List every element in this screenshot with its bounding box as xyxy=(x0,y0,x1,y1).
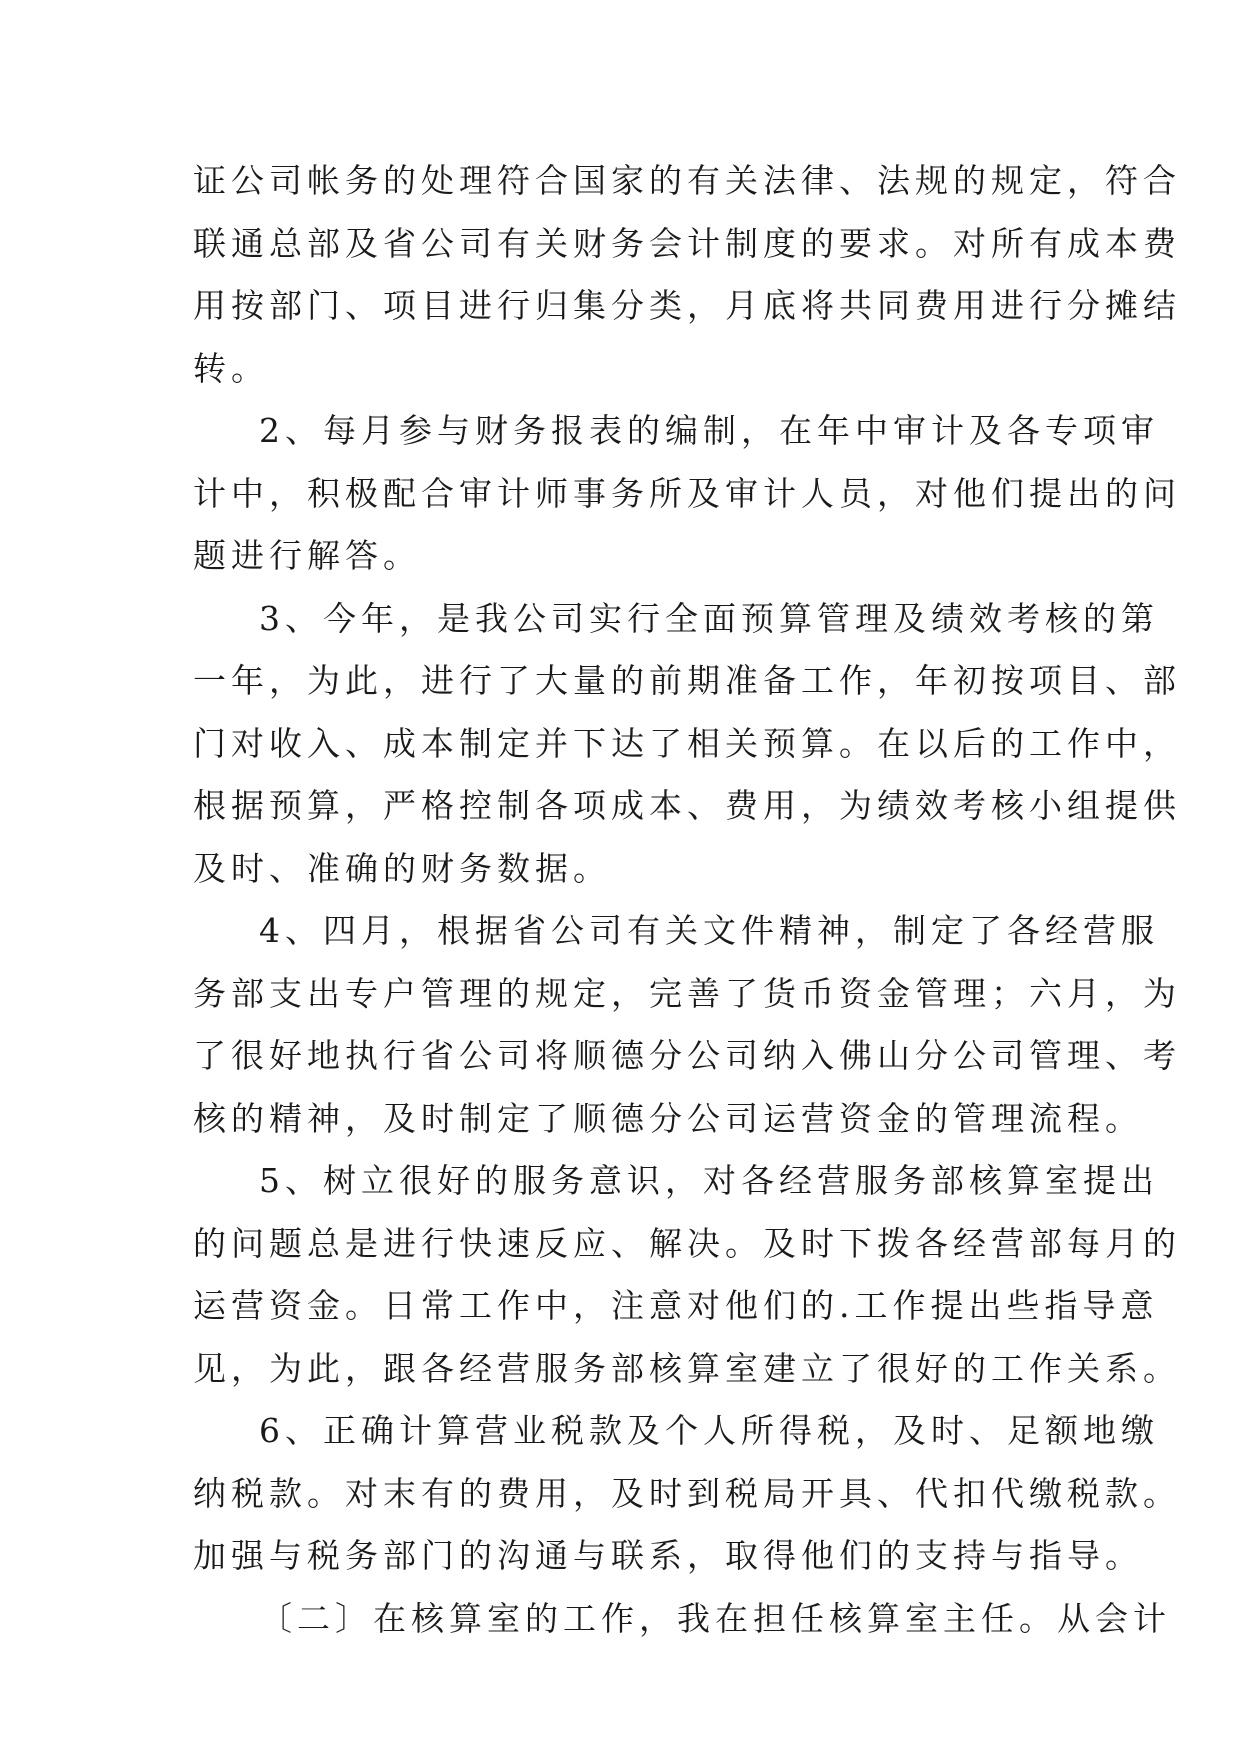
text-line: 题进行解答。 xyxy=(193,536,421,575)
text-line: 运营资金。日常工作中，注意对他们的.工作提出些指导意 xyxy=(193,1286,1159,1325)
text-line: 加强与税务部门的沟通与联系，取得他们的支持与指导。 xyxy=(193,1536,1143,1575)
paragraph-4 xyxy=(193,900,1181,1150)
text-line: 了很好地执行省公司将顺德分公司纳入佛山分公司管理、考 xyxy=(193,1036,1181,1075)
text-line: 见，为此，跟各经营服务部核算室建立了很好的工作关系。 xyxy=(193,1348,1181,1388)
text-line: 计中，积极配合审计师事务所及审计人员，对他们提出的问 xyxy=(193,473,1181,513)
text-line: 用按部门、项目进行归集分类，月底将共同费用进行分摊结 xyxy=(193,286,1181,325)
text-line: 核的精神，及时制定了顺德分公司运营资金的管理流程。 xyxy=(193,1098,1143,1138)
text-line: 3、今年，是我公司实行全面预算管理及绩效考核的第 xyxy=(259,598,1159,638)
text-line: 5、树立很好的服务意识，对各经营服务部核算室提出 xyxy=(259,1161,1159,1200)
text-line: 纳税款。对末有的费用，及时到税局开具、代扣代缴税款。 xyxy=(193,1473,1181,1513)
text-line: 6、正确计算营业税款及个人所得税，及时、足额地缴 xyxy=(259,1411,1159,1450)
text-line: 根据预算，严格控制各项成本、费用，为绩效考核小组提供 xyxy=(193,786,1181,825)
text-line: 4、四月，根据省公司有关文件精神，制定了各经营服 xyxy=(259,911,1159,950)
paragraph-5 xyxy=(193,1150,1181,1400)
text-line: 联通总部及省公司有关财务会计制度的要求。对所有成本费 xyxy=(193,223,1181,263)
paragraph-1 xyxy=(193,150,1181,400)
paragraph-6 xyxy=(193,1400,1181,1588)
text-line: 转。 xyxy=(193,348,269,388)
text-line: 门对收入、成本制定并下达了相关预算。在以后的工作中， xyxy=(193,723,1181,763)
text-line: 证公司帐务的处理符合国家的有关法律、法规的规定，符合 xyxy=(193,161,1181,200)
document-body xyxy=(193,150,1181,1650)
text-line: 2、每月参与财务报表的编制，在年中审计及各专项审 xyxy=(259,411,1159,450)
text-line: 及时、准确的财务数据。 xyxy=(193,848,611,888)
text-line: 一年，为此，进行了大量的前期准备工作，年初按项目、部 xyxy=(193,661,1181,700)
text-line: 务部支出专户管理的规定，完善了货币资金管理；六月，为 xyxy=(193,973,1181,1013)
text-line: 的问题总是进行快速反应、解决。及时下拨各经营部每月的 xyxy=(193,1223,1181,1263)
text-line: 〔二〕在核算室的工作，我在担任核算室主任。从会计 xyxy=(259,1598,1171,1638)
paragraph-7 xyxy=(193,1588,1171,1651)
paragraph-3 xyxy=(193,588,1181,901)
paragraph-2 xyxy=(193,400,1181,588)
